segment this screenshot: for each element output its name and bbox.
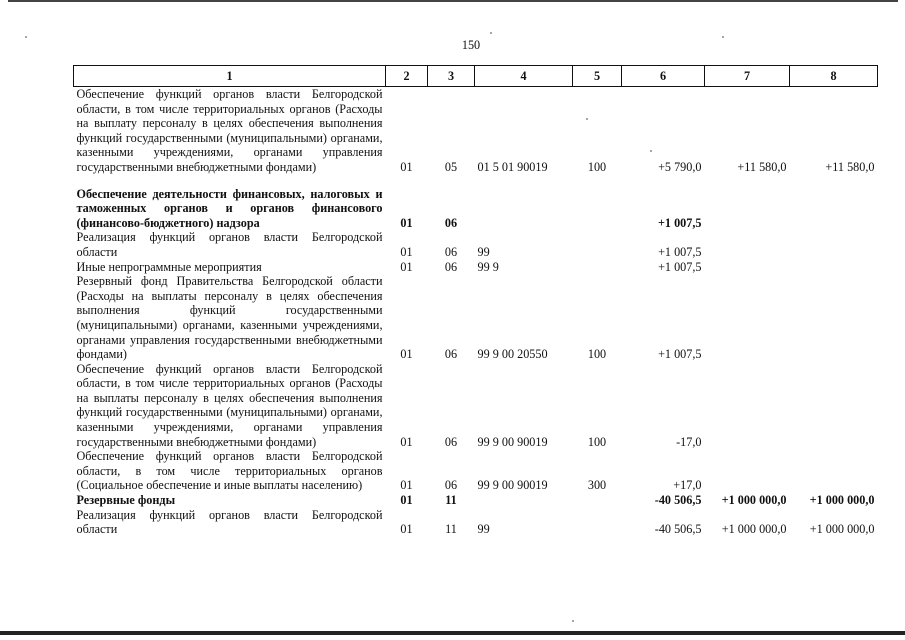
cell-amount-8: +1 000 000,0 — [809, 493, 875, 508]
row-name: Обеспечение функций органов власти Белгородской области, в том числе территориальных органов (Расходы на выплаты персоналу в целях обеспечения выполнения функций государственными (муниципальными) органами, казенными учреждениями, органами управления государственными внебюджетными фондами) — [76, 361, 383, 449]
cell-expense-type — [573, 230, 622, 259]
cell-amount-7: +11 580,0 — [737, 159, 787, 174]
table-row — [74, 362, 878, 450]
column-header: 6 — [622, 66, 705, 87]
cell-amount-6: +1 007,5 — [658, 244, 702, 259]
row-name: Реализация функций органов власти Белгородской области — [76, 230, 383, 259]
cell-target-code: 99 9 — [477, 259, 499, 274]
table-row — [74, 449, 878, 493]
cell-amount-7 — [705, 175, 790, 231]
cell-subsection: 05 — [444, 159, 458, 174]
cell-amount-8: +1 000 000,0 — [809, 522, 875, 537]
cell-section: 01 — [400, 159, 413, 174]
row-name: Обеспечение функций органов власти Белгородской области, в том числе территориальных органов (Расходы на выплату персоналу в целях обеспечения выполнения функций государственными (муниципальными) органами, казенными учреждениями, органами управления государственными внебюджетными фондами) — [76, 87, 383, 174]
cell-expense-type: 100 — [587, 434, 607, 449]
cell-amount-6: +1 007,5 — [657, 215, 702, 230]
cell-section: 01 — [400, 244, 413, 259]
cell-subsection: 11 — [445, 493, 457, 508]
cell-amount-7: +1 000 000,0 — [721, 493, 787, 508]
column-header: 1 — [74, 66, 386, 87]
cell-amount-6: +17,0 — [673, 478, 702, 493]
cell-amount-7 — [705, 230, 790, 259]
column-header: 5 — [573, 66, 622, 87]
cell-section: 01 — [400, 493, 413, 508]
cell-section: 01 — [400, 434, 413, 449]
cell-target-code: 99 9 00 90019 — [477, 478, 548, 493]
page-number: 150 — [461, 38, 481, 52]
cell-subsection: 06 — [444, 478, 458, 493]
cell-target-code: 99 9 00 20550 — [477, 347, 548, 362]
column-header: 7 — [705, 66, 790, 87]
row-name: Резервный фонд Правительства Белгородской области (Расходы на выплаты персоналу в целях обеспечения выполнения функций государственными (муниципальными) органами, казенными учреждениями, органами управления государственными внебюджетными фондами) — [76, 274, 383, 362]
top-scan-edge — [8, 0, 898, 2]
table-row — [74, 175, 878, 231]
cell-subsection: 06 — [444, 347, 458, 362]
scan-speck — [722, 36, 724, 38]
cell-target-code: 99 — [477, 522, 490, 537]
cell-amount-8 — [790, 449, 878, 493]
cell-amount-6: +1 007,5 — [658, 347, 702, 362]
cell-amount-8 — [790, 274, 878, 362]
column-header: 4 — [475, 66, 573, 87]
cell-subsection: 06 — [444, 434, 458, 449]
row-name: Реализация функций органов власти Белгородской области — [76, 507, 383, 537]
scan-speck — [25, 36, 27, 38]
cell-amount-7 — [705, 449, 790, 493]
scan-speck — [490, 32, 492, 34]
table-row — [74, 508, 878, 537]
cell-subsection: 06 — [444, 259, 458, 274]
cell-section: 01 — [400, 215, 413, 230]
cell-expense-type: 100 — [587, 159, 607, 174]
cell-amount-7 — [705, 260, 790, 275]
table-row — [74, 274, 878, 362]
cell-expense-type: 100 — [587, 347, 607, 362]
cell-expense-type — [573, 493, 622, 508]
cell-target-code — [475, 493, 573, 508]
cell-amount-6: +5 790,0 — [658, 159, 702, 174]
cell-amount-8: +11 580,0 — [825, 159, 875, 174]
cell-expense-type: 300 — [587, 478, 607, 493]
header-row — [74, 66, 878, 87]
cell-target-code — [475, 175, 573, 231]
cell-section: 01 — [400, 478, 413, 493]
table-row — [74, 230, 878, 259]
cell-amount-8 — [790, 362, 878, 450]
cell-target-code: 99 — [477, 244, 490, 259]
cell-amount-6: +1 007,5 — [658, 259, 702, 274]
cell-section: 01 — [400, 522, 413, 537]
cell-amount-6: -17,0 — [676, 434, 702, 449]
table-row — [74, 87, 878, 175]
cell-amount-7: +1 000 000,0 — [721, 522, 787, 537]
cell-target-code: 01 5 01 90019 — [477, 159, 548, 174]
cell-amount-6: -40 506,5 — [654, 493, 702, 508]
cell-subsection: 11 — [445, 522, 457, 537]
cell-section: 01 — [400, 347, 413, 362]
table-row — [74, 493, 878, 508]
row-name: Обеспечение функций органов власти Белгородской области, в том числе территориальных органов (Социальное обеспечение и иные выплаты населению) — [76, 449, 383, 493]
row-name: Обеспечение деятельности финансовых, налоговых и таможенных органов и органов финансового (финансово-бюджетного) надзора — [76, 186, 383, 230]
cell-expense-type — [573, 260, 622, 275]
bottom-scan-edge — [0, 631, 905, 635]
column-header: 8 — [790, 66, 878, 87]
cell-amount-7 — [705, 274, 790, 362]
cell-target-code: 99 9 00 90019 — [477, 434, 548, 449]
row-name: Иные непрограммные мероприятия — [76, 259, 262, 274]
budget-table — [73, 65, 878, 537]
column-header: 2 — [386, 66, 428, 87]
cell-subsection: 06 — [444, 244, 458, 259]
cell-section: 01 — [400, 259, 413, 274]
cell-amount-8 — [790, 175, 878, 231]
column-header: 3 — [428, 66, 475, 87]
cell-expense-type — [573, 508, 622, 537]
cell-amount-8 — [790, 230, 878, 259]
cell-expense-type — [573, 175, 622, 231]
cell-amount-8 — [790, 260, 878, 275]
cell-subsection: 06 — [444, 215, 458, 230]
row-name: Резервные фонды — [76, 493, 176, 508]
table-row — [74, 260, 878, 275]
cell-amount-6: -40 506,5 — [654, 522, 702, 537]
cell-amount-7 — [705, 362, 790, 450]
scan-speck — [572, 620, 574, 622]
